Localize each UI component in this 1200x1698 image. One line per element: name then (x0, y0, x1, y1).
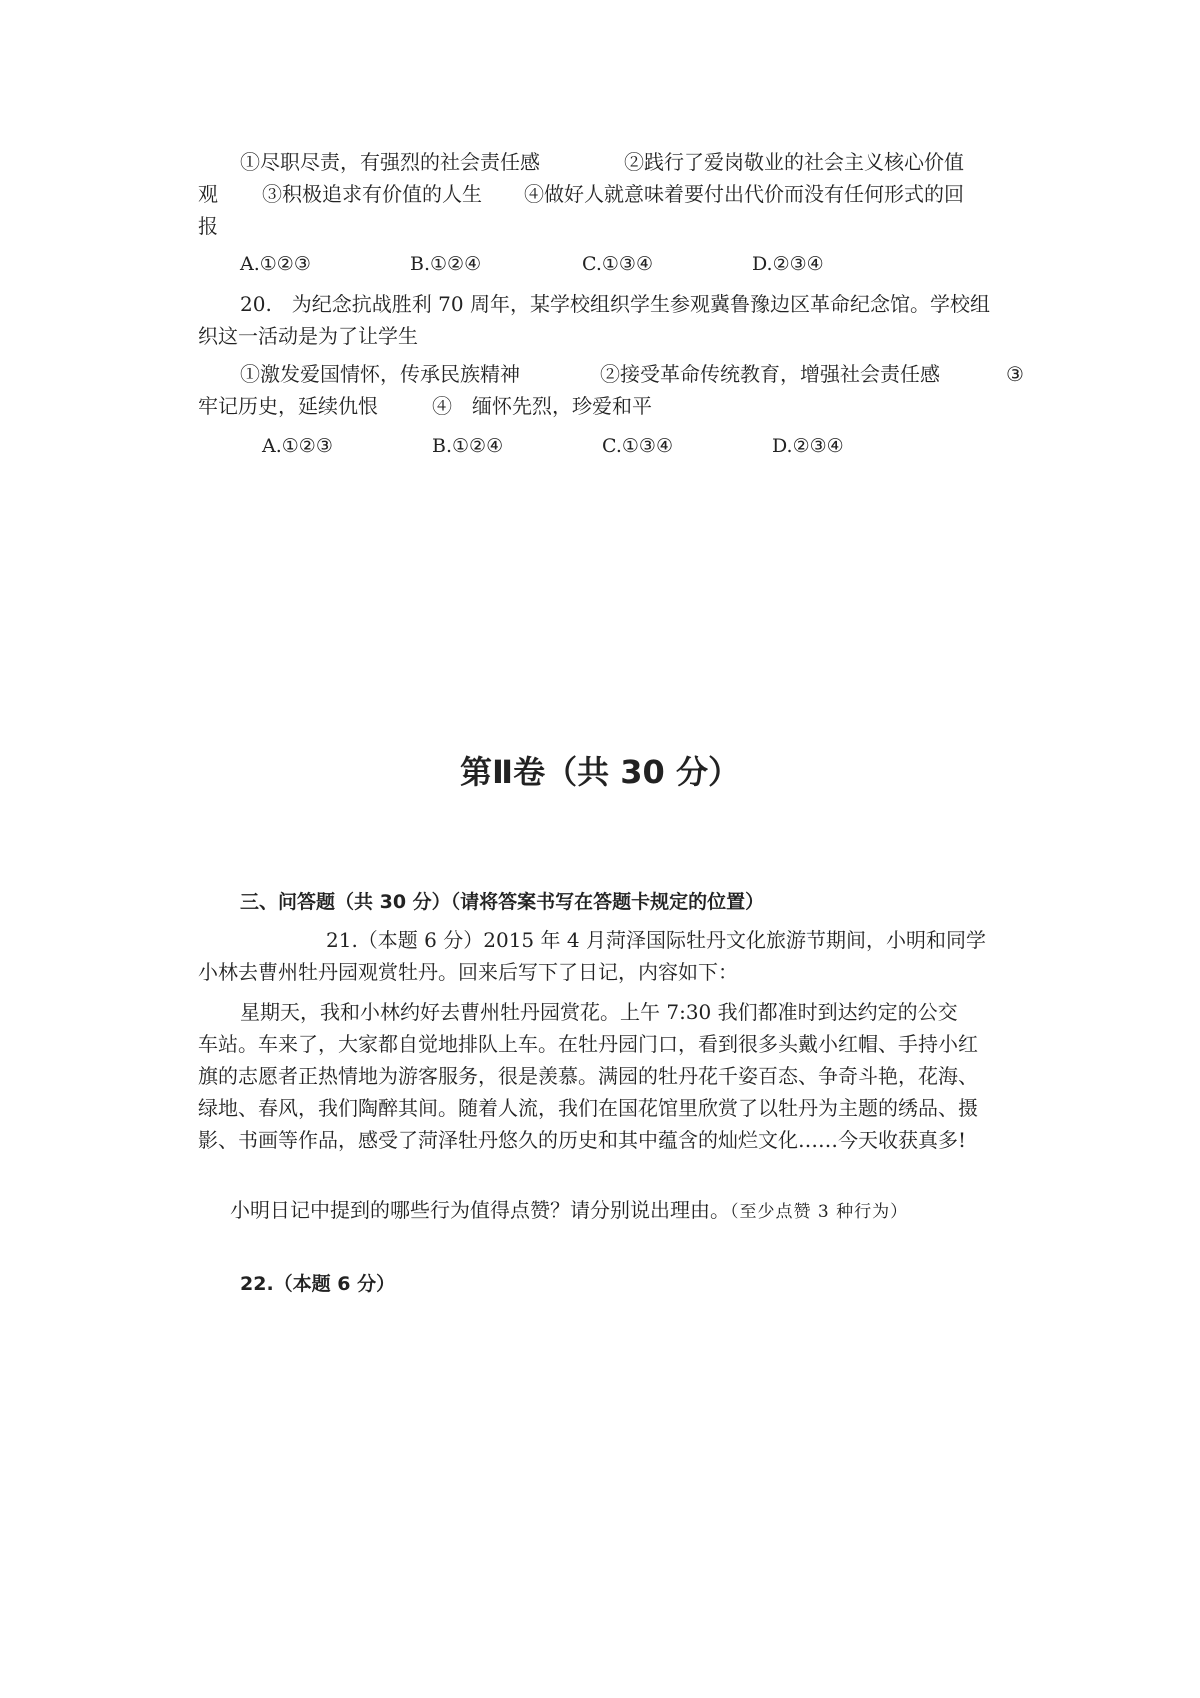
q21-diary-line-5: 影、书画等作品，感受了菏泽牡丹悠久的历史和其中蕴含的灿烂文化……今天收获真多! (198, 1128, 967, 1152)
q21-diary-line-1: 星期天，我和小林约好去曹州牡丹园赏花。上午 7:30 我们都准时到达约定的公交 (240, 1000, 958, 1024)
q21-question-note: （至少点赞 3 种行为） (730, 1202, 909, 1222)
q19-statement-4: ④做好人就意味着要付出代价而没有任何形式的回 (524, 182, 964, 206)
q20-option-d: D.②③④ (772, 435, 844, 457)
q19-option-c: C.①③④ (582, 253, 653, 275)
section-3-heading: 三、问答题（共 30 分）（请将答案书写在答题卡规定的位置） (240, 891, 765, 913)
q19-statement-4-cont: 报 (198, 214, 218, 238)
q20-stem-line-1: 20. 为纪念抗战胜利 70 周年，某学校组织学生参观冀鲁豫边区革命纪念馆。学校组 (240, 292, 990, 316)
q19-statement-3: ③积极追求有价值的人生 (262, 182, 482, 206)
q19-option-d: D.②③④ (752, 253, 824, 275)
q19-option-b: B.①②④ (410, 253, 482, 275)
q19-option-a: A.①②③ (240, 253, 311, 275)
q20-option-c: C.①③④ (602, 435, 673, 457)
q21-stem-line-1: 21.（本题 6 分）2015 年 4 月菏泽国际牡丹文化旅游节期间，小明和同学 (326, 928, 986, 952)
q20-statement-1: ①激发爱国情怀，传承民族精神 (240, 362, 520, 386)
q19-statement-2: ②践行了爱岗敬业的社会主义核心价值 (624, 150, 964, 174)
q20-option-a: A.①②③ (262, 435, 333, 457)
q20-statement-4: ④ 缅怀先烈，珍爱和平 (432, 394, 652, 418)
q21-diary-line-4: 绿地、春风，我们陶醉其间。随着人流，我们在国花馆里欣赏了以牡丹为主题的绣品、摄 (198, 1096, 978, 1120)
q21-diary-line-2: 车站。车来了，大家都自觉地排队上车。在牡丹园门口，看到很多头戴小红帽、手持小红 (198, 1032, 978, 1056)
q22-label: 22.（本题 6 分） (240, 1273, 396, 1295)
q21-question-main: 小明日记中提到的哪些行为值得点赞？请分别说出理由。 (230, 1198, 730, 1222)
q20-option-b: B.①②④ (432, 435, 504, 457)
q20-statement-2: ②接受革命传统教育，增强社会责任感 (600, 362, 940, 386)
q19-statement-2-cont: 观 (198, 182, 218, 206)
part-2-title: 第Ⅱ卷（共 30 分） (460, 753, 740, 791)
q20-statement-3-marker: ③ (1006, 362, 1024, 386)
q21-stem-line-2: 小林去曹州牡丹园观赏牡丹。回来后写下了日记，内容如下： (198, 960, 738, 984)
q20-stem-line-2: 织这一活动是为了让学生 (198, 324, 418, 348)
q20-statement-3: 牢记历史，延续仇恨 (198, 394, 378, 418)
q21-question (230, 1196, 908, 1226)
q21-diary-line-3: 旗的志愿者正热情地为游客服务，很是羡慕。满园的牡丹花千姿百态、争奇斗艳，花海、 (198, 1064, 978, 1088)
q19-statement-1: ①尽职尽责，有强烈的社会责任感 (240, 150, 540, 174)
